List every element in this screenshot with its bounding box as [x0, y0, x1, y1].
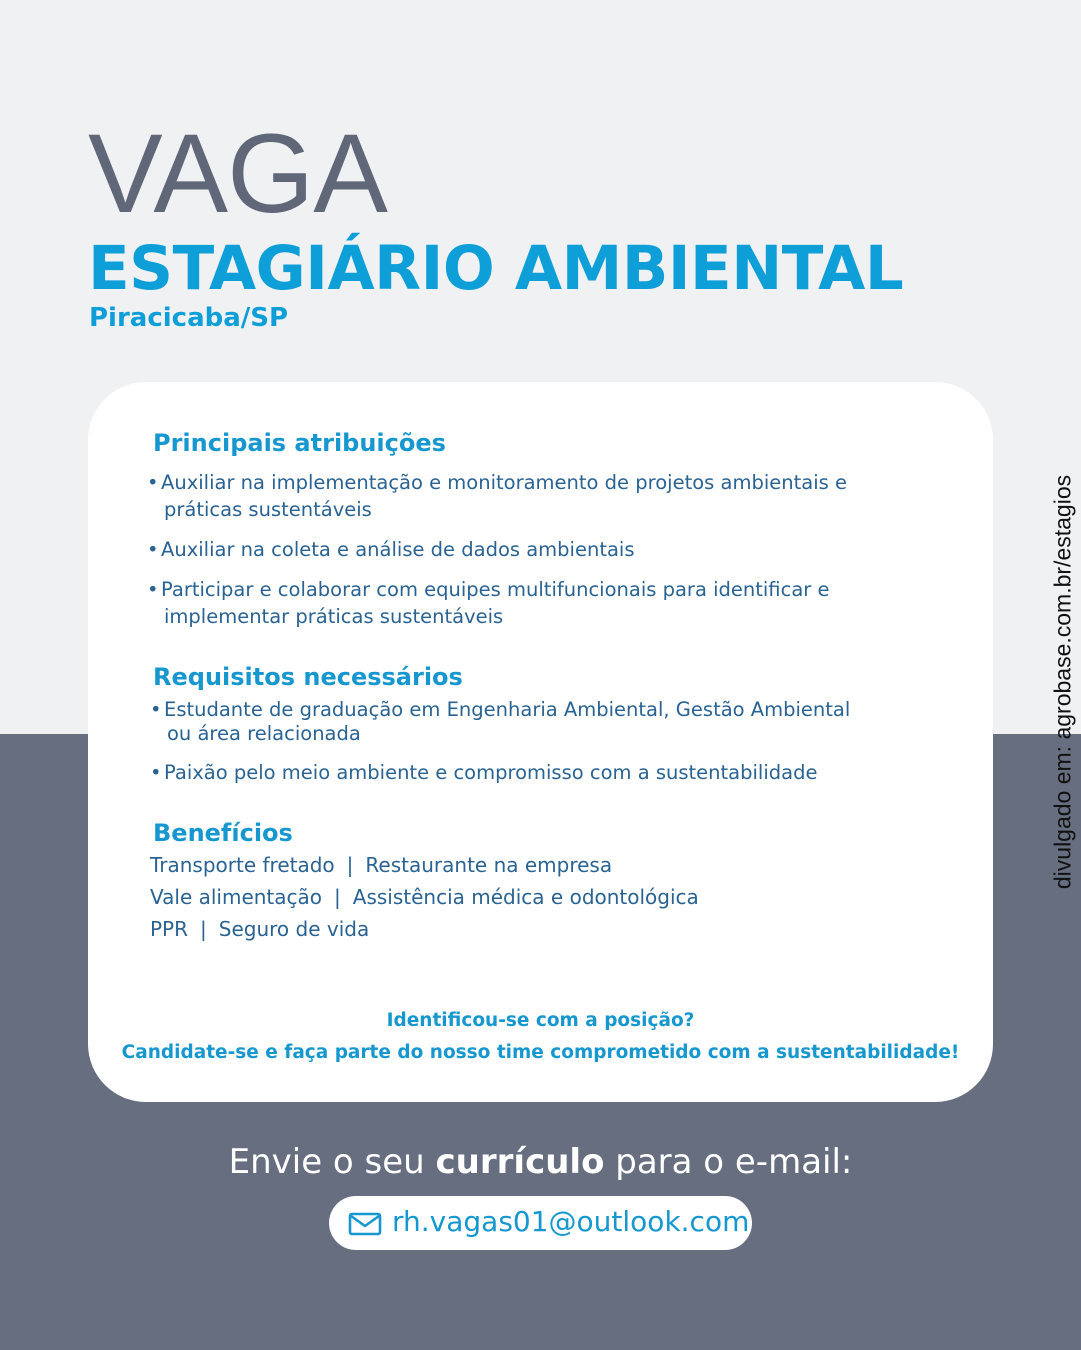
list-item: • Participar e colaborar com equipes multifuncionais para identificar e implementar práticas sustentáveis — [147, 578, 830, 628]
requirements-heading: Requisitos necessários — [153, 663, 463, 691]
benefits-row: PPR | Seguro de vida — [150, 917, 370, 941]
list-item: • Estudante de graduação em Engenharia Ambiental, Gestão Ambiental ou área relacionada — [150, 698, 851, 745]
source-credit: divulgado em: agrobase.com.br/estagios — [1049, 474, 1076, 890]
benefits-heading: Benefícios — [153, 819, 293, 847]
job-title: ESTAGIÁRIO AMBIENTAL — [88, 233, 904, 304]
envelope-icon — [348, 1212, 382, 1236]
email-contact[interactable] — [329, 1196, 752, 1250]
job-location: Piracicaba/SP — [89, 303, 289, 333]
list-item: • Auxiliar na implementação e monitoramento de projetos ambientais e práticas sustentáveis — [147, 471, 847, 521]
cta-question: Identificou-se com a posição? — [386, 1010, 695, 1031]
job-details-card — [88, 382, 993, 1102]
send-resume-instruction: Envie o seu currículo para o e-mail: — [228, 1142, 853, 1182]
email-address[interactable]: rh.vagas01@outlook.com — [392, 1205, 750, 1238]
list-item: • Paixão pelo meio ambiente e compromisso com a sustentabilidade — [150, 761, 818, 784]
benefits-row: Transporte fretado | Restaurante na empresa — [150, 853, 613, 877]
page-kicker: VAGA — [88, 111, 387, 236]
cta-invite: Candidate-se e faça parte do nosso time comprometido com a sustentabilidade! — [121, 1042, 960, 1063]
list-item: • Auxiliar na coleta e análise de dados ambientais — [147, 538, 635, 561]
responsibilities-heading: Principais atribuições — [153, 429, 446, 457]
benefits-row: Vale alimentação | Assistência médica e odontológica — [150, 885, 699, 909]
